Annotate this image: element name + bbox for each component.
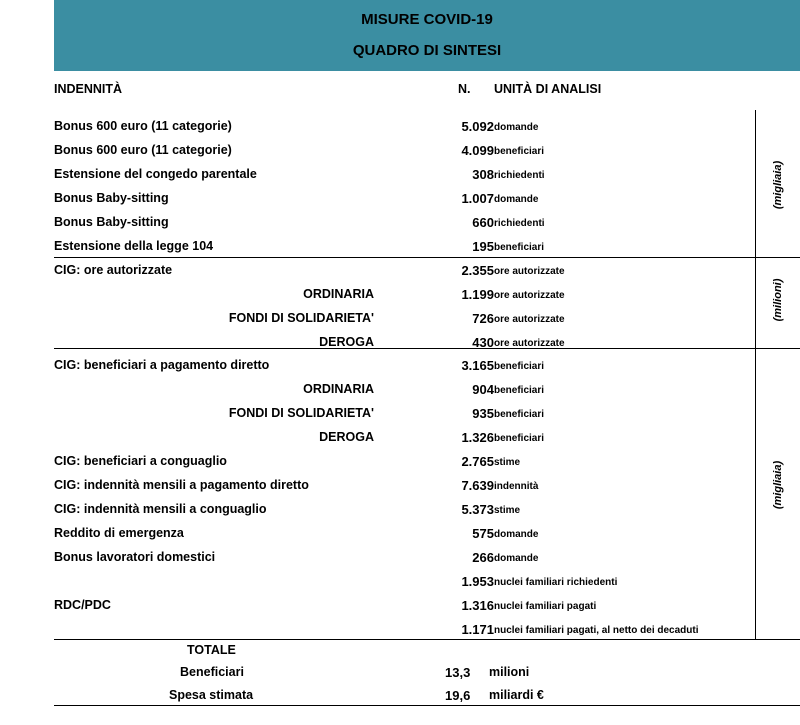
- totals-beneficiari-value: 13,3: [445, 665, 471, 680]
- row-unit: domande: [494, 194, 539, 205]
- row-label: DEROGA: [319, 430, 374, 444]
- row-unit: domande: [494, 122, 539, 133]
- section-divider: [54, 257, 800, 258]
- row-value: 1.171: [461, 622, 494, 637]
- row-label: Bonus lavoratori domestici: [54, 550, 216, 564]
- table-row: [54, 570, 770, 594]
- table-row: [54, 139, 770, 163]
- row-value: 1.326: [461, 430, 494, 445]
- table-row: [54, 354, 770, 378]
- section-unit-label: (migliaia): [772, 160, 784, 210]
- row-unit: beneficiari: [494, 409, 545, 420]
- row-label: CIG: ore autorizzate: [54, 263, 173, 277]
- row-label: Bonus 600 euro (11 categorie): [54, 119, 232, 133]
- row-value: 266: [472, 550, 494, 565]
- row-label: ORDINARIA: [303, 287, 374, 301]
- row-label: FONDI DI SOLIDARIETA': [228, 406, 374, 420]
- section-unit-label: (migliaia): [772, 460, 784, 510]
- table-row: [54, 498, 770, 522]
- row-unit: domande: [494, 553, 539, 564]
- row-unit: beneficiari: [494, 433, 545, 444]
- table-row: [54, 211, 770, 235]
- column-header-unit: UNITÀ DI ANALISI: [494, 82, 602, 96]
- table-row: [54, 283, 770, 307]
- table-row: [54, 307, 770, 331]
- row-label: FONDI DI SOLIDARIETA': [228, 311, 374, 325]
- section-divider: [54, 348, 800, 349]
- section-bracket: [755, 110, 756, 257]
- title-banner: [54, 0, 800, 71]
- row-value: 195: [472, 239, 494, 254]
- table-row: [54, 378, 770, 402]
- row-unit: beneficiari: [494, 242, 545, 253]
- row-label: Bonus Baby-sitting: [54, 191, 169, 205]
- row-label: Reddito di emergenza: [54, 526, 184, 540]
- page-subtitle: QUADRO DI SINTESI: [352, 42, 502, 59]
- table-row: [54, 450, 770, 474]
- section-bracket: [755, 349, 756, 639]
- row-value: 1.953: [461, 574, 494, 589]
- row-value: 2.765: [461, 454, 494, 469]
- row-label: CIG: beneficiari a conguaglio: [54, 454, 227, 468]
- row-value: 935: [472, 406, 494, 421]
- row-value: 2.355: [461, 263, 494, 278]
- row-unit: ore autorizzate: [494, 338, 565, 349]
- row-label: ORDINARIA: [303, 382, 374, 396]
- table-row: [54, 187, 770, 211]
- table-row: [54, 115, 770, 139]
- row-unit: nuclei familiari richiedenti: [494, 577, 618, 588]
- section-bracket: [755, 258, 756, 348]
- row-unit: beneficiari: [494, 361, 545, 372]
- row-unit: nuclei familiari pagati, al netto dei decaduti: [494, 625, 699, 636]
- row-unit: indennità: [494, 481, 539, 492]
- row-label: Bonus Baby-sitting: [54, 215, 169, 229]
- table-row: [54, 331, 770, 355]
- table-row: [54, 259, 770, 283]
- row-value: 4.099: [461, 143, 494, 158]
- row-value: 308: [472, 167, 494, 182]
- table-row: [54, 235, 770, 259]
- row-label: Estensione della legge 104: [54, 239, 214, 253]
- row-value: 1.316: [461, 598, 494, 613]
- row-value: 5.373: [461, 502, 494, 517]
- row-label: CIG: indennità mensili a pagamento diretto: [54, 478, 309, 492]
- page-title: MISURE COVID-19: [361, 11, 493, 28]
- row-label: CIG: indennità mensili a conguaglio: [54, 502, 267, 516]
- table-row: [54, 426, 770, 450]
- section-divider: [54, 639, 800, 640]
- row-value: 3.165: [461, 358, 494, 373]
- row-label: Bonus 600 euro (11 categorie): [54, 143, 232, 157]
- row-label: Estensione del congedo parentale: [54, 167, 257, 181]
- totals-spesa-value: 19,6: [445, 688, 471, 703]
- row-value: 1.007: [461, 191, 494, 206]
- row-value: 5.092: [461, 119, 494, 134]
- table-row: [54, 402, 770, 426]
- row-value: 904: [472, 382, 494, 397]
- row-unit: ore autorizzate: [494, 314, 565, 325]
- table-row: [54, 594, 770, 618]
- row-label: RDC/PDC: [54, 598, 111, 612]
- row-value: 7.639: [461, 478, 494, 493]
- row-unit: beneficiari: [494, 385, 545, 396]
- table-row: [54, 546, 770, 570]
- row-unit: richiedenti: [494, 170, 545, 181]
- row-unit: nuclei familiari pagati: [494, 601, 597, 612]
- totals-beneficiari-label: Beneficiari: [180, 665, 244, 679]
- totals-beneficiari-unit: milioni: [489, 665, 530, 679]
- totals-spesa-label: Spesa stimata: [169, 688, 254, 702]
- bottom-divider: [54, 705, 800, 706]
- row-label: DEROGA: [319, 335, 374, 349]
- section-unit-label: (milioni): [772, 278, 784, 322]
- row-unit: stime: [494, 505, 521, 516]
- row-value: 1.199: [461, 287, 494, 302]
- row-unit: richiedenti: [494, 218, 545, 229]
- totals-spesa-unit: miliardi €: [489, 688, 544, 702]
- table-row: [54, 163, 770, 187]
- row-value: 660: [472, 215, 494, 230]
- row-value: 575: [472, 526, 494, 541]
- row-unit: beneficiari: [494, 146, 545, 157]
- row-unit: ore autorizzate: [494, 290, 565, 301]
- row-unit: ore autorizzate: [494, 266, 565, 277]
- row-unit: domande: [494, 529, 539, 540]
- row-value: 726: [472, 311, 494, 326]
- table-row: [54, 522, 770, 546]
- column-header-indennita: INDENNITÀ: [54, 82, 123, 96]
- row-value: 430: [472, 335, 494, 350]
- table-row: [54, 474, 770, 498]
- totals-title: TOTALE: [187, 643, 236, 657]
- column-header-number: N.: [458, 82, 471, 96]
- row-unit: stime: [494, 457, 521, 468]
- row-label: CIG: beneficiari a pagamento diretto: [54, 358, 270, 372]
